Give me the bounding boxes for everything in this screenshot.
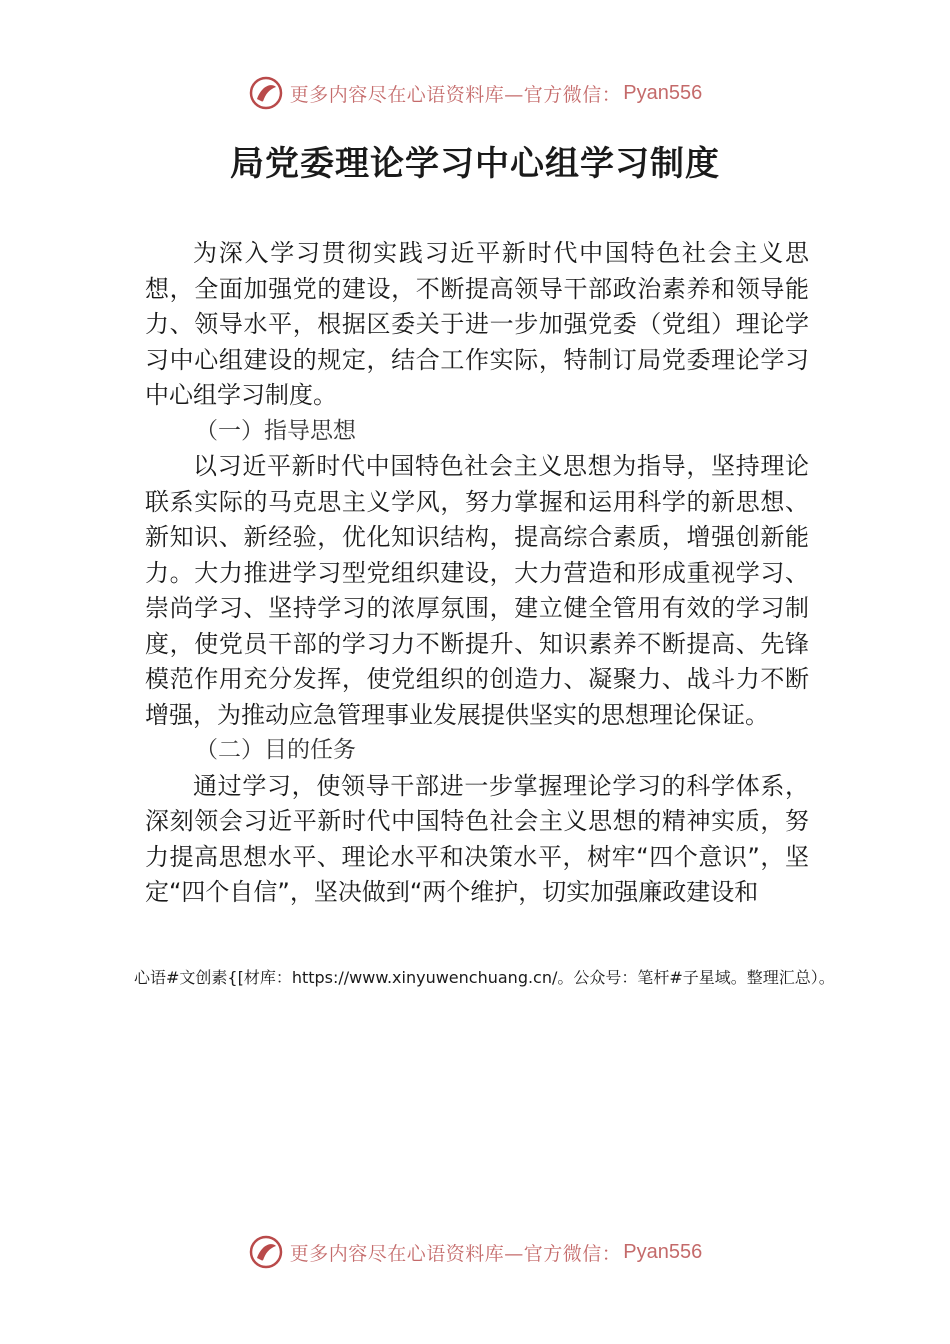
footer-banner [0,1232,950,1272]
banner-text: 更多内容尽在心语资料库—官方微信： [289,83,622,106]
wechat-id: Pyan556 [623,81,703,104]
document-title: 局党委理论学习中心组学习制度 [230,144,720,184]
banner-text: 更多内容尽在心语资料库—官方微信： [289,1242,622,1265]
section-heading-goals-tasks: （二）目的任务 [195,737,356,763]
header-banner [0,73,950,113]
brand-logo-icon [248,1234,284,1270]
source-footnote: 心语#文创素{[材库：https://www.xinyuwenchuang.cn/。公众号：笔杆#子星域。整理汇总）。 [134,968,835,987]
wechat-id: Pyan556 [623,1240,703,1263]
brand-logo-icon [248,75,284,111]
intro-paragraph: 为深入学习贯彻实践习近平新时代中国特色社会主义思想，全面加强党的建设，不断提高领导干部政治素养和领导能力、领导水平，根据区委关于进一步加强党委（党组）理论学习中心组建设的规定，结合工作实际，特制订局党委理论学习中心组学习制度。 [145,239,809,409]
section-heading-guiding-thought: （一）指导思想 [195,417,356,444]
section-body-guiding-thought: 以习近平新时代中国特色社会主义思想为指导，坚持理论联系实际的马克思主义学风，努力掌握和运用科学的新思想、新知识、新经验，优化知识结构，提高综合素质，增强创新能力。大力推进学习型党组织建设，大力营造和形成重视学习、崇尚学习、坚持学习的浓厚氛围，建立健全管用有效的学习制度，使党员干部的学习力不断提升、知识素养不断提高、先锋模范作用充分发挥，使党组织的创造力、凝聚力、战斗力不断增强，为推动应急管理事业发展提供坚实的思想理论保证。 [145,452,809,729]
section-body-goals-tasks: 通过学习，使领导干部进一步掌握理论学习的科学体系，深刻领会习近平新时代中国特色社会主义思想的精神实质，努力提高思想水平、理论水平和决策水平，树牢“四个意识”，坚定“四个自信”，坚决做到“两个维护，切实加强廉政建设和 [145,771,809,906]
document-body [145,236,809,911]
